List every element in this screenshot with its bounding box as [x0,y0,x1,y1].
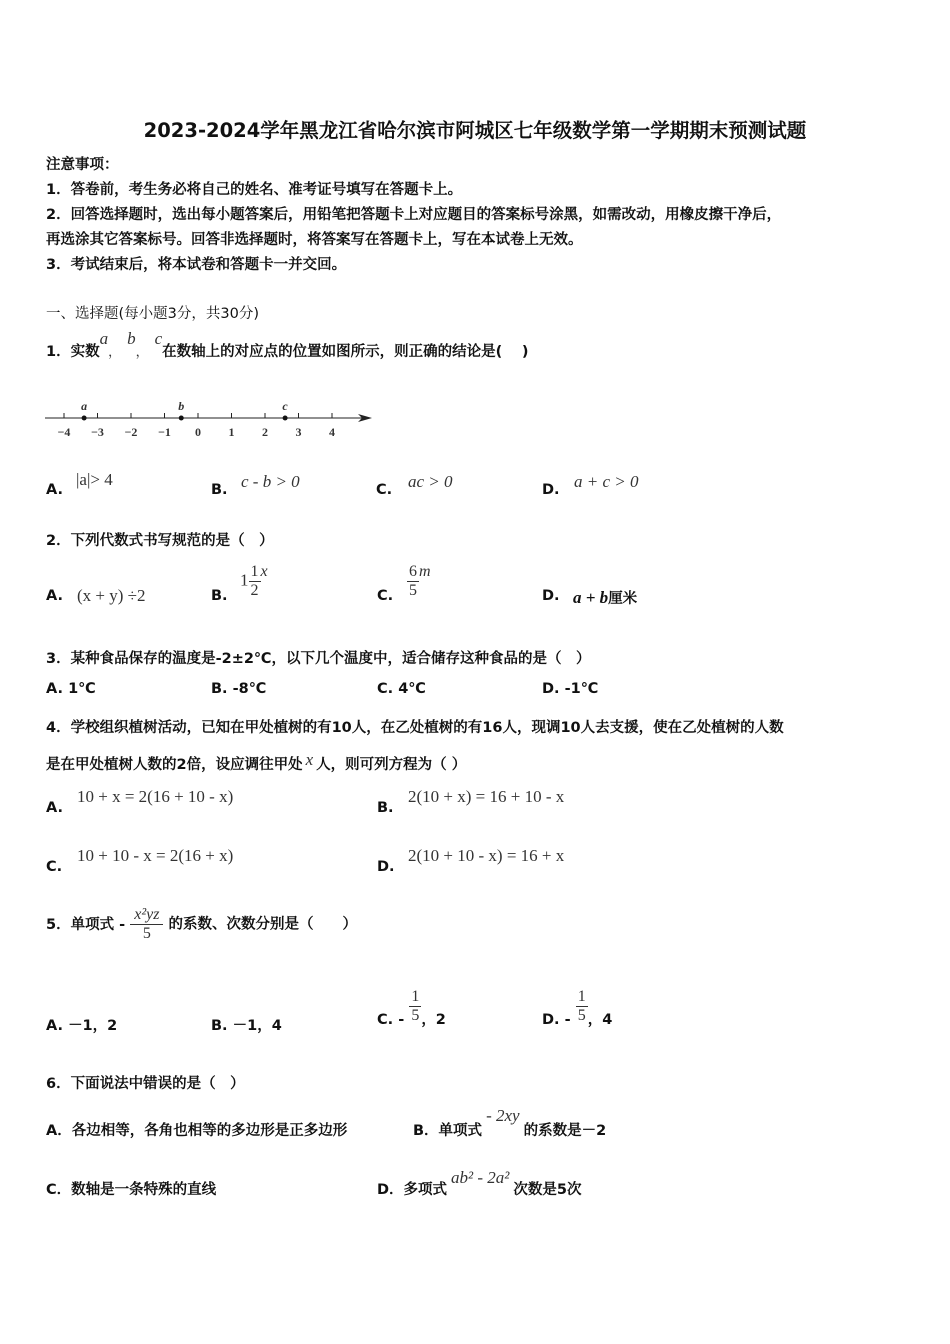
var-b: b [127,329,136,348]
point-c [283,416,288,421]
option-label: B. [211,681,228,697]
sign: - [398,1011,405,1028]
sign: - [564,1011,571,1028]
tick-label: −2 [124,425,138,439]
q6-option-b [413,1106,607,1140]
tick-label: 2 [262,425,268,439]
denominator: 5 [409,582,417,599]
option-label: A. [46,681,63,697]
numerator: 1 [250,563,259,580]
sep: ， [108,344,122,359]
option-value: －1，2 [68,1018,118,1034]
option-label: D. [542,588,560,604]
section-heading: 一、选择题(每小题3分，共30分) [46,306,259,322]
option-d-expr: a + c > 0 [574,472,639,491]
text: 人，则可列方程为（ ） [316,757,467,773]
question-3-stem: 3．某种食品保存的温度是-2±2℃，以下几个温度中，适合储存这种食品的是（ ） [46,651,591,667]
text: 5．单项式 - [46,916,126,933]
option-label: D. [542,681,560,697]
option-d-expr: 2(10 + 10 - x) = 16 + x [408,846,565,865]
tick-label: 3 [295,425,302,439]
option-c-expr: 10 + 10 - x = 2(16 + x) [77,846,234,865]
option-a-expr: (x + y) ÷2 [77,586,146,605]
option-label: A. [46,588,63,604]
var-c: c [154,329,163,348]
denominator: 5 [577,1007,586,1024]
option-value: －1，4 [232,1018,282,1034]
point-label: b [178,399,185,413]
tick-label: −4 [57,425,71,439]
q5-option-a [46,1014,117,1035]
option-value: 4℃ [398,681,426,697]
page-title: 2023-2024学年黑龙江省哈尔滨市阿城区七年级数学第一学期期末预测试题 [143,119,807,142]
text: D．多项式 [377,1182,448,1198]
q3-option-c [377,681,426,697]
tick-label: 1 [228,425,235,439]
point-a [82,416,87,421]
option-a-expr: 10 + x = 2(16 + 10 - x) [77,787,234,806]
expr: a + b [573,588,609,607]
option-value: -8℃ [232,681,267,697]
notice-item: 再选涂其它答案标号。回答非选择题时，将答案写在答题卡上，写在本试卷上无效。 [46,232,583,248]
text: 是在甲处植树人数的2倍，设应调往甲处 [46,757,303,773]
q5-option-c [377,988,446,1028]
numerator: 6 [409,563,417,580]
option-label: C. [376,482,393,498]
fraction [249,563,261,600]
option-b-expr [240,563,268,600]
option-c-expr: ac > 0 [408,472,453,491]
expr: - 2xy [486,1106,520,1125]
text: B．单项式 [413,1123,483,1139]
tick-label: 4 [329,425,335,439]
option-a-expr: |a|> 4 [76,470,113,489]
question-2-stem: 2．下列代数式书写规范的是（ ） [46,533,274,549]
option-label: B. [211,482,228,498]
question-4-line2 [46,750,467,774]
question-5-stem [46,906,357,943]
q3-option-a [46,681,96,697]
option-label: C. [377,1011,394,1028]
q5-option-d [542,988,613,1028]
option-label: D. [542,1011,560,1028]
q1-pre: 1．实数 [46,344,100,360]
question-6-stem: 6．下面说法中错误的是（ ） [46,1076,245,1092]
option-label: A. [46,1018,63,1034]
option-label: C. [377,588,394,604]
option-label: D. [377,859,395,875]
fraction [409,988,421,1025]
numerator: x²yz [130,906,163,925]
notice-item: 3．考试结束后，将本试卷和答题卡一并交回。 [46,257,347,273]
option-d-expr [573,587,637,608]
var-a: a [99,329,109,348]
point-label: a [81,399,88,413]
option-label: C. [377,681,394,697]
option-label: B. [211,1018,228,1034]
option-label: B. [377,800,394,816]
option-b-expr: c - b > 0 [241,472,300,491]
var: x [260,563,268,580]
question-1-stem [46,329,529,361]
expr: ab² - 2a² [451,1168,510,1187]
var: m [419,563,431,580]
text: 的系数、次数分别是（ ） [168,916,358,933]
notice-item: 1．答卷前，考生务必将自己的姓名、准考证号填写在答题卡上。 [46,182,463,198]
option-value: -1℃ [564,681,599,697]
q3-option-b [211,681,266,697]
notice-item: 2．回答选择题时，选出每小题答案后，用铅笔把答题卡上对应题目的答案标号涂黑，如需改动，用橡皮擦干净后， [46,207,782,223]
numerator: 1 [411,988,420,1005]
text: 的系数是－2 [523,1123,607,1139]
tick-label: −3 [91,425,104,439]
var-x: x [305,750,314,769]
q6-option-c: C．数轴是一条特殊的直线 [46,1182,217,1198]
denominator: 5 [142,925,151,942]
point-label: c [282,399,288,413]
notice-heading: 注意事项： [46,157,119,173]
option-value: 1℃ [68,681,96,697]
degree: ，4 [587,1011,613,1028]
option-c-expr [407,563,431,600]
fraction [576,988,588,1025]
number-line-figure [40,395,380,445]
option-b-expr: 2(10 + x) = 16 + 10 - x [408,787,565,806]
denominator: 2 [250,582,259,599]
q6-option-a: A．各边相等，各角也相等的多边形是正多边形 [46,1123,348,1139]
fraction [130,906,163,943]
q1-post: 在数轴上的对应点的位置如图所示，则正确的结论是( ) [162,344,529,360]
tick-label: −1 [158,425,171,439]
degree: ，2 [421,1011,446,1028]
q5-option-b [211,1014,282,1035]
q3-option-d [542,681,598,697]
question-4-line1: 4．学校组织植树活动，已知在甲处植树的有10人，在乙处植树的有16人，现调10人去支援，使在乙处植树的人数 [46,720,784,736]
option-label: A. [46,482,63,498]
sep: ， [135,344,149,359]
text: 次数是5次 [513,1182,582,1198]
whole: 1 [240,570,249,590]
unit: 厘米 [608,591,638,607]
q6-option-d [377,1168,582,1199]
numerator: 1 [577,988,586,1005]
point-b [179,416,184,421]
option-label: D. [542,482,560,498]
option-label: B. [211,588,228,604]
tick-label: 0 [195,425,201,439]
denominator: 5 [411,1007,420,1024]
option-label: A. [46,800,63,816]
option-label: C. [46,859,63,875]
fraction [407,563,419,600]
